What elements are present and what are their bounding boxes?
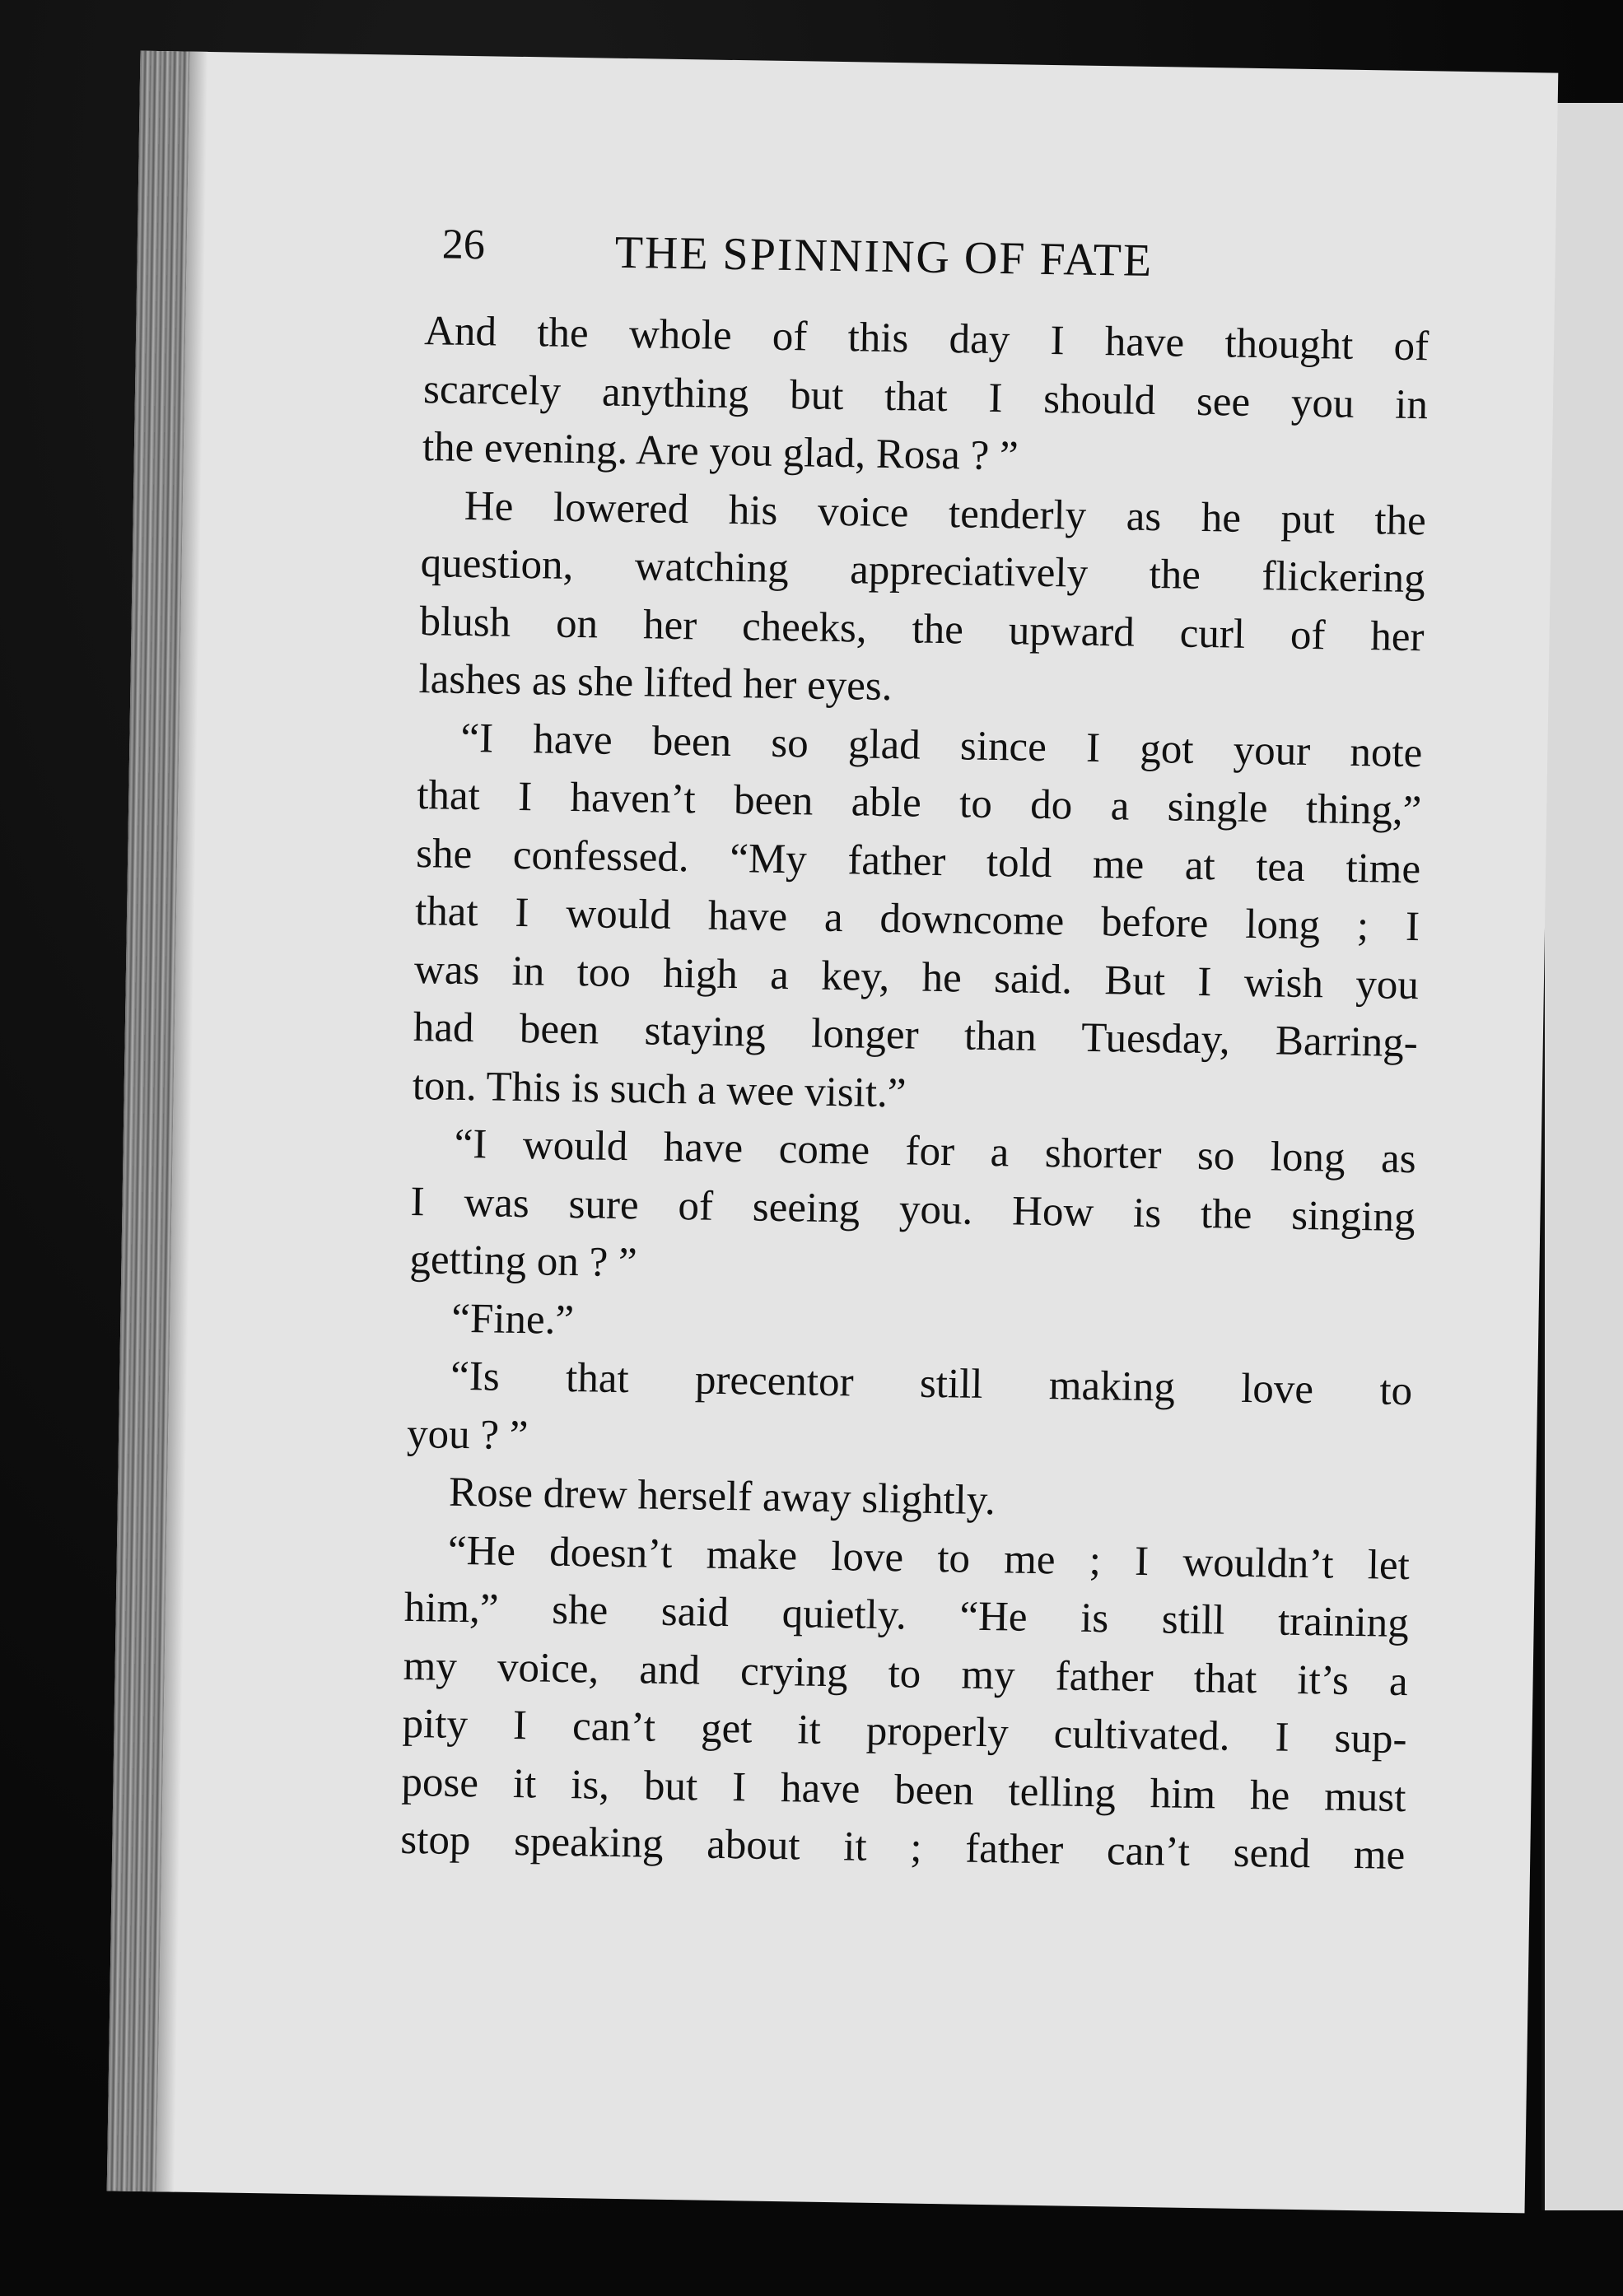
page-number: 26 [441, 221, 486, 269]
book-page [107, 51, 1559, 2214]
text-line: lashes as she lifted her eyes. [418, 656, 893, 710]
text-line: getting on ? ” [409, 1236, 638, 1287]
text-line: I was sure of seeing you. How is the singing [410, 1178, 1415, 1241]
text-line: blush on her cheeks, the upward curl of her [419, 598, 1425, 660]
text-line: “He doesn’t make love to me ; I wouldn’t let [447, 1527, 1411, 1589]
text-line: him,” she said quietly. “He is still training [403, 1584, 1410, 1647]
text-line: stop speaking about it ; father can’t send me [399, 1816, 1406, 1879]
text-line: you ? ” [406, 1410, 529, 1459]
text-line: “Is that precentor still making love to [450, 1353, 1413, 1415]
text-line: And the whole of this day I have thought of [423, 308, 1429, 370]
text-line: “I would have come for a shorter so long as [454, 1120, 1417, 1183]
text-line: that I haven’t been able to do a single thing,” [416, 772, 1422, 835]
running-title: THE SPINNING OF FATE [614, 226, 1154, 286]
text-line: had been staying longer than Tuesday, Barring- [413, 1004, 1419, 1067]
text-line: pity I can’t get it properly cultivated. I sup- [402, 1700, 1407, 1763]
text-line: that I would have a downcome before long ; I [414, 888, 1420, 951]
text-line: He lowered his voice tenderly as he put the [464, 482, 1427, 544]
text-line: pose it is, but I have been telling him he must [401, 1758, 1406, 1821]
body-text [400, 302, 1429, 1884]
text-line: she confessed. “My father told me at tea time [415, 830, 1421, 892]
text-line: “Fine.” [450, 1295, 575, 1344]
page-header [441, 212, 1282, 299]
text-line: my voice, and crying to my father that it’s a [403, 1642, 1409, 1705]
text-line: the evening. Are you glad, Rosa ? ” [422, 424, 1019, 480]
text-line: was in too high a key, he said. But I wish you [413, 946, 1420, 1008]
text-line: “I have been so glad since I got your note [460, 715, 1423, 776]
text-line: question, watching appreciatively the flickering [420, 540, 1426, 603]
text-line: scarcely anything but that I should see you in [422, 366, 1429, 428]
text-line: Rose drew herself away slightly. [448, 1469, 996, 1525]
text-line: ton. This is such a wee visit.” [412, 1062, 907, 1116]
facing-page-edge [1541, 103, 1623, 2210]
